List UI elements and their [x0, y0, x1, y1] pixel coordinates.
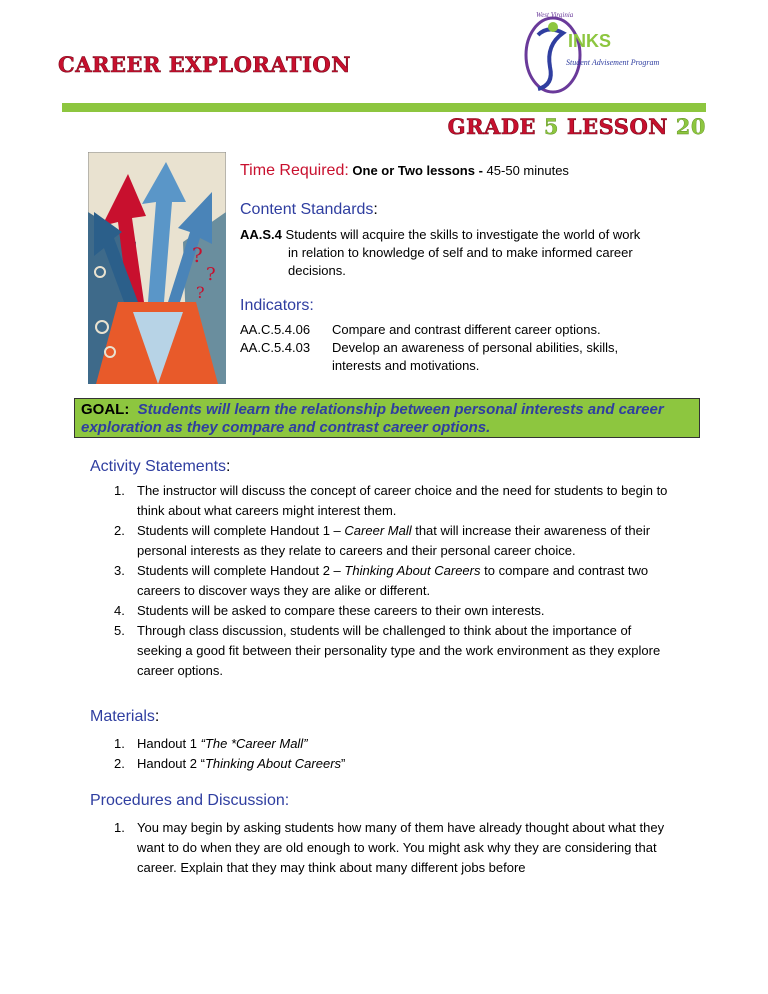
- handout-title: Thinking About Careers: [344, 563, 481, 578]
- svg-text:?: ?: [196, 283, 205, 302]
- item-text-post: to compare and contrast two careers to discover ways they are alike or different.: [137, 563, 649, 598]
- materials-heading: Materials:: [90, 708, 160, 725]
- time-required: [240, 162, 569, 180]
- item-number: 4.: [114, 603, 125, 618]
- time-required-lessons: One or Two lessons -: [352, 163, 483, 178]
- logo-sub-text: Student Advisement Program: [566, 58, 660, 67]
- indicator-text: Compare and contrast different career options.: [332, 322, 601, 337]
- svg-text:?: ?: [192, 243, 203, 267]
- item-text: [137, 561, 674, 601]
- indicator-row: [240, 321, 662, 339]
- goal-label: GOAL:: [81, 401, 130, 418]
- item-text-post: that will increase their awareness of their personal interests as they relate to careers and their personal career choice.: [137, 523, 651, 558]
- item-text-pre: Handout 2 “: [137, 756, 205, 771]
- grade-lesson-heading: [448, 114, 706, 139]
- list-item: [114, 754, 674, 774]
- item-text: You may begin by asking students how many of them have already thought about what they want to do when they are old enough to work. You might ask why they are considering that career. Explain that they may think about many different jobs before: [137, 820, 665, 875]
- item-text: The instructor will discuss the concept of career choice and the need for students to begin to think about what careers might interest them.: [137, 483, 668, 518]
- indicators-heading: Indicators:: [240, 297, 314, 314]
- handout-title: Career Mall: [344, 523, 412, 538]
- time-required-minutes: 45-50 minutes: [486, 163, 569, 178]
- activity-statements-heading: Activity Statements:: [90, 458, 231, 475]
- procedures-list: [114, 818, 674, 878]
- list-item: [114, 521, 674, 561]
- list-item: [114, 621, 674, 681]
- list-item: [114, 734, 674, 754]
- standard-first-line: Students will acquire the skills to investigate the world of work: [285, 227, 641, 242]
- indicator-text: Develop an awareness of personal abilities, skills, interests and motivations.: [332, 340, 619, 373]
- indicators-table: [240, 321, 662, 375]
- item-text-pre: Handout 1: [137, 736, 201, 751]
- logo-top-text: West Virginia: [536, 11, 574, 19]
- standard-code: AA.S.4: [240, 227, 282, 242]
- activity-list: [114, 481, 674, 681]
- item-text: Students will be asked to compare these careers to their own interests.: [137, 603, 545, 618]
- links-logo: [508, 5, 668, 95]
- time-required-label: Time Required:: [240, 162, 349, 179]
- content-standards-heading-text: Content Standards: [240, 201, 374, 218]
- materials-heading-text: Materials: [90, 708, 155, 725]
- standard-rest: in relation to knowledge of self and to make informed career decisions.: [288, 245, 633, 278]
- list-item: [114, 601, 674, 621]
- list-item: [114, 561, 674, 601]
- document-title: CAREER EXPLORATION: [58, 52, 351, 77]
- logo-main-text: INKS: [568, 31, 612, 51]
- grade-number: 5: [543, 114, 559, 139]
- list-item: [114, 818, 674, 878]
- header-divider: [62, 103, 706, 112]
- item-number: 1.: [114, 820, 125, 835]
- item-number: 2.: [114, 756, 125, 771]
- career-arrows-illustration: [88, 152, 226, 384]
- indicator-code: AA.C.5.4.03: [240, 340, 311, 355]
- goal-box: [74, 398, 700, 438]
- list-item: [114, 481, 674, 521]
- lesson-number: 20: [675, 114, 706, 139]
- procedures-heading: Procedures and Discussion:: [90, 792, 290, 809]
- item-text: [137, 734, 674, 754]
- content-standards-body: [240, 226, 670, 280]
- item-number: 1.: [114, 483, 125, 498]
- item-text: Through class discussion, students will be challenged to think about the importance of seeking a good fit between their personality type and the work environment as they explore career options.: [137, 623, 661, 678]
- indicator-code: AA.C.5.4.06: [240, 322, 311, 337]
- goal-text: Students will learn the relationship between personal interests and career exploration as they compare and contrast career options.: [81, 401, 664, 436]
- item-text: [137, 521, 674, 561]
- handout-title: Thinking About Careers: [204, 756, 342, 771]
- item-number: 5.: [114, 623, 125, 638]
- activity-heading-text: Activity Statements: [90, 458, 227, 475]
- svg-text:?: ?: [206, 264, 216, 285]
- materials-list: [114, 734, 674, 774]
- content-standards-heading: Content Standards:: [240, 201, 378, 218]
- lesson-label: LESSON: [566, 114, 668, 139]
- grade-label: GRADE: [447, 114, 537, 139]
- item-number: 3.: [114, 563, 125, 578]
- indicator-row: [240, 339, 662, 375]
- item-text-pre: Students will complete Handout 2 –: [137, 563, 345, 578]
- item-text-post: ”: [341, 756, 346, 771]
- item-number: 2.: [114, 523, 125, 538]
- item-number: 1.: [114, 736, 125, 751]
- item-text: [137, 754, 674, 774]
- handout-title: “The *Career Mall”: [200, 736, 308, 751]
- item-text-pre: Students will complete Handout 1 –: [137, 523, 345, 538]
